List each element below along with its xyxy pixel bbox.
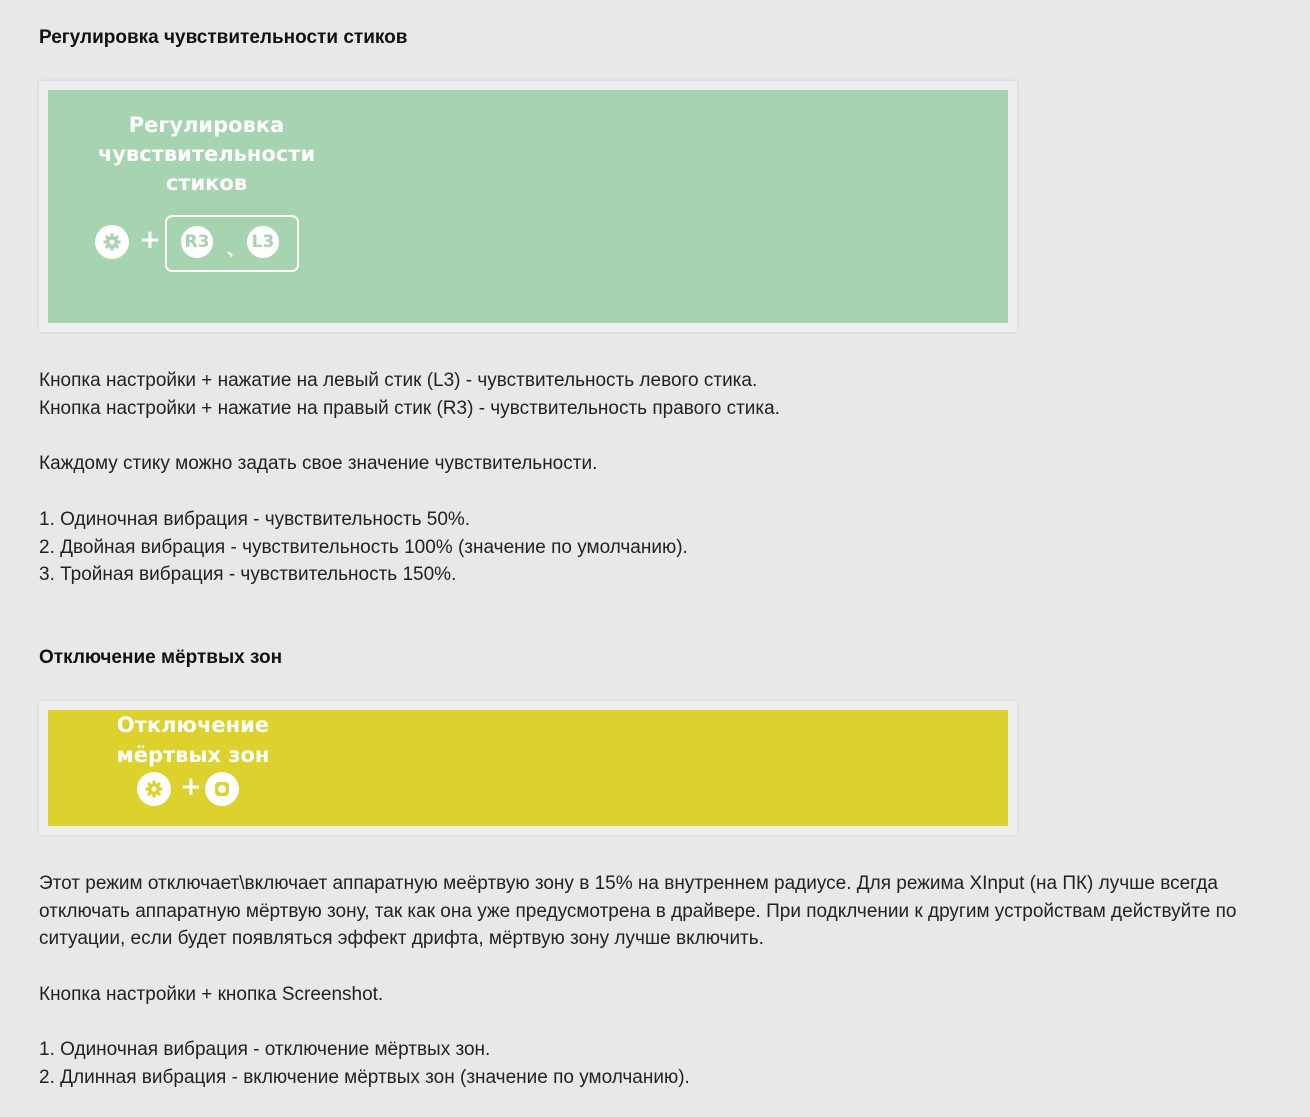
deadzone-button-combo: Кнопка настройки + кнопка Screenshot. <box>39 984 384 1005</box>
list-item: 1. Одиночная вибрация - чувствительность 50%. <box>39 509 471 530</box>
r3-label: R3 <box>184 232 210 252</box>
stick-sensitivity-banner <box>48 90 1008 323</box>
banner-title: Отключение мёртвых зон <box>116 713 270 767</box>
stick-sensitivity-image-frame <box>39 81 1017 332</box>
list-item: 3. Тройная вибрация - чувствительность 150%. <box>39 564 457 586</box>
deadzone-banner <box>48 710 1008 826</box>
banner-title: Регулировка чувствительности стиков <box>97 113 316 195</box>
settings-gear-icon <box>95 225 129 259</box>
stick-sensitivity-instructions <box>39 367 780 422</box>
deadzone-description <box>39 870 1299 953</box>
description-line: ситуации, если будет появляться эффект дрифта, мёртвую зону лучше включить. <box>39 928 764 950</box>
instruction-left-stick: Кнопка настройки + нажатие на левый стик (L3) - чувствительность левого стика. <box>39 370 758 391</box>
separator-mark: 、 <box>227 239 245 259</box>
l3-button-icon <box>247 226 279 258</box>
deadzone-image-frame <box>39 701 1017 835</box>
instruction-right-stick: Кнопка настройки + нажатие на правый стик (R3) - чувствительность правого стика. <box>39 397 780 419</box>
screenshot-button-icon <box>205 772 239 806</box>
stick-buttons-group <box>165 215 299 272</box>
plus-sign: + <box>139 225 161 255</box>
settings-gear-icon <box>137 772 171 806</box>
plus-sign: + <box>180 772 202 802</box>
deadzone-vibration-list <box>39 1036 690 1091</box>
section-heading-deadzones: Отключение мёртвых зон <box>39 647 283 668</box>
r3-button-icon <box>181 226 213 258</box>
stick-sensitivity-note: Каждому стику можно задать свое значение чувствительности. <box>39 453 598 474</box>
description-line: отключать аппаратную мёртвую зону, так как она уже предусмотрена в драйвере. При подклчении к другим устройствам действуйте по <box>39 900 1237 922</box>
description-line: Этот режим отключает\включает аппаратную меёртвую зону в 15% на внутреннем радиусе. Для режима XInput (на ПК) лучше всегда <box>39 873 1218 894</box>
list-item: 1. Одиночная вибрация - отключение мёртвых зон. <box>39 1039 491 1060</box>
section-heading-stick-sensitivity: Регулировка чувствительности стиков <box>39 27 408 48</box>
sensitivity-vibration-list <box>39 506 688 589</box>
l3-label: L3 <box>251 232 275 252</box>
list-item: 2. Двойная вибрация - чувствительность 100% (значение по умолчанию). <box>39 536 688 558</box>
list-item: 2. Длинная вибрация - включение мёртвых зон (значение по умолчанию). <box>39 1066 690 1088</box>
